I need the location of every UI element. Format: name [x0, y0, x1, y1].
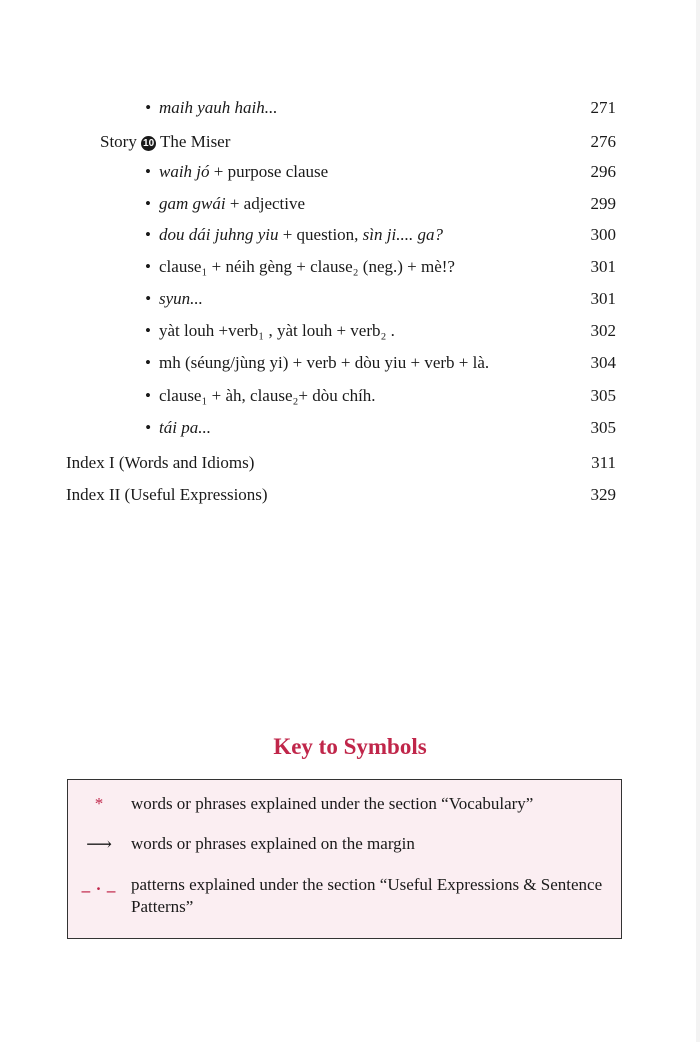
pattern-term: waih jó [159, 162, 210, 181]
toc-entry: • tái pa... 305 [0, 415, 700, 441]
toc-page-number: 271 [590, 98, 616, 117]
toc-entry-label: maih yauh haih... [159, 98, 278, 117]
arrow-right-icon: ⟶ [86, 834, 112, 854]
toc-page-number: 299 [590, 194, 616, 213]
toc-entry: • waih jó + purpose clause 296 [0, 159, 700, 185]
story-prefix: Story [100, 132, 137, 151]
toc-entry-label: Index I (Words and Idioms) [66, 453, 255, 472]
toc-entry: • yàt louh +verb₁ , yàt louh + verb₂ . 302 [0, 318, 700, 344]
toc-entry-label: tái pa... [159, 418, 211, 437]
toc-page-number: 301 [590, 289, 616, 308]
pattern-rest: + purpose clause [209, 162, 329, 181]
pattern-rest: + adjective [225, 194, 306, 213]
key-to-symbols-box [67, 779, 622, 939]
toc-entry-label: clause₁ + àh, clause₂+ dòu chíh. [159, 386, 376, 405]
key-to-symbols-title: Key to Symbols [273, 734, 427, 759]
toc-page-number: 305 [590, 386, 616, 405]
toc-entry-label: syun... [159, 289, 203, 308]
asterisk-icon: * [94, 794, 104, 813]
toc-page-number: 304 [590, 353, 616, 372]
toc-page-number: 296 [590, 162, 616, 181]
toc-entry: • clause₁ + néih gèng + clause₂ (neg.) + mè!? 301 [0, 254, 700, 280]
toc-page-number: 305 [590, 418, 616, 437]
toc-page-number: 300 [590, 225, 616, 244]
toc-entry: • mh (séung/jùng yi) + verb + dòu yiu + verb + là. 304 [0, 350, 700, 376]
key-item-text: words or phrases explained under the section “Vocabulary” [131, 794, 534, 813]
toc-story-entry [0, 129, 700, 155]
page-edge [696, 0, 700, 1042]
toc-entry: • clause₁ + àh, clause₂+ dòu chíh. 305 [0, 383, 700, 409]
toc-page-number: 311 [591, 453, 616, 472]
toc-entry: • dou dái juhng yiu + question, sìn ji.... ga? 300 [0, 222, 700, 248]
toc-entry: • maih yauh haih... 271 [0, 95, 700, 121]
story-title: The Miser [160, 132, 231, 151]
pattern-term-2: sìn ji.... ga? [362, 225, 443, 244]
toc-index-entry [0, 482, 700, 508]
toc-page-number: 329 [590, 485, 616, 504]
toc-entry-label: Index II (Useful Expressions) [66, 485, 268, 504]
pattern-term: gam gwái [159, 194, 226, 213]
toc-entry-label: clause₁ + néih gèng + clause₂ (neg.) + mè!? [159, 257, 455, 276]
toc-page-number: 302 [590, 321, 616, 340]
toc-page-number: 276 [590, 132, 616, 151]
key-item-text: patterns explained under the section “Useful Expressions & Sentence Patterns” [131, 875, 603, 916]
toc-entry: • syun... 301 [0, 286, 700, 312]
toc-page-number: 301 [590, 257, 616, 276]
toc-entry-label: yàt louh +verb₁ , yàt louh + verb₂ . [159, 321, 395, 340]
dash-dot-line-icon: _ . _ [81, 875, 117, 894]
story-number-badge: 10 [143, 138, 155, 149]
toc-entry-label: mh (séung/jùng yi) + verb + dòu yiu + verb + là. [159, 353, 490, 372]
pattern-rest: + question, [278, 225, 363, 244]
toc-index-entry [0, 450, 700, 476]
key-item-text: words or phrases explained on the margin [131, 834, 415, 853]
toc-entry: • gam gwái + adjective 299 [0, 191, 700, 217]
pattern-term: dou dái juhng yiu [159, 225, 279, 244]
